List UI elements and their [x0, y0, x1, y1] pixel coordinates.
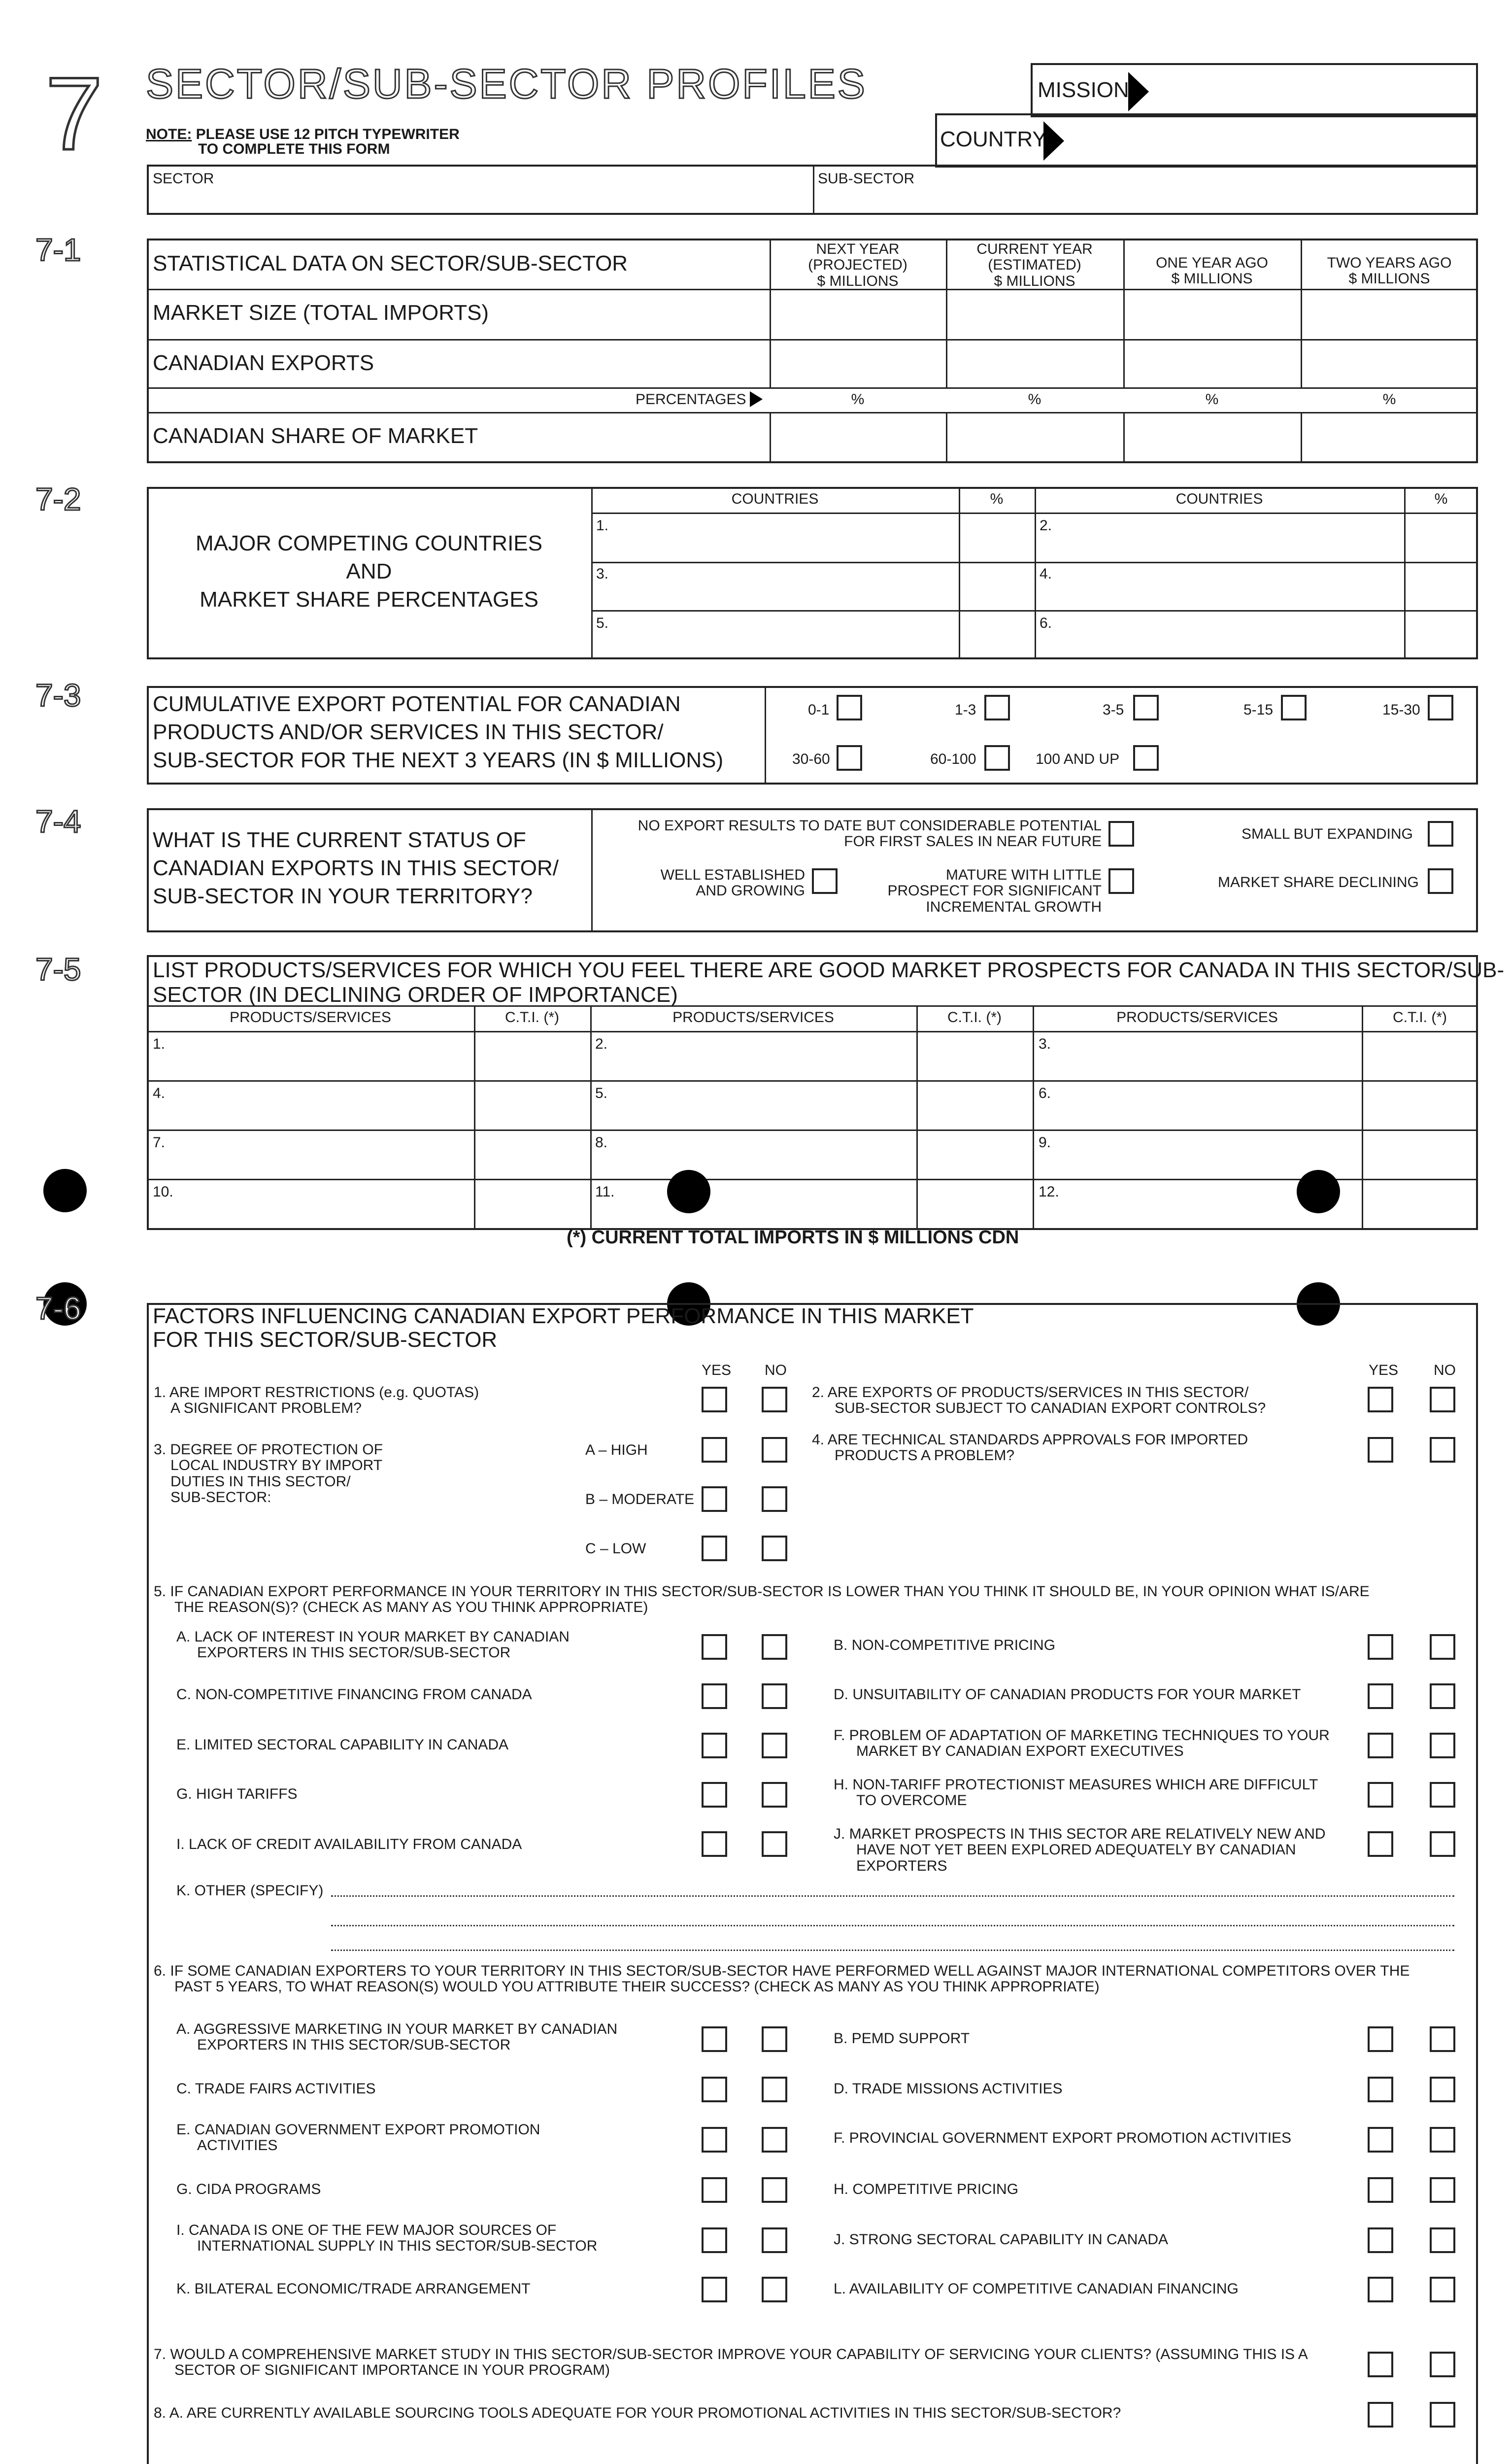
subsector-field-label[interactable]: SUB-SECTOR: [818, 171, 915, 187]
label-line: NO EXPORT RESULTS TO DATE BUT CONSIDERABLE POTENTIAL: [638, 818, 1102, 834]
products-title-line2: SECTOR (IN DECLINING ORDER OF IMPORTANCE): [153, 983, 678, 1007]
label-line: SUB-SECTOR FOR THE NEXT 3 YEARS (IN $ MILLIONS): [153, 748, 724, 773]
col-header-current-year: [946, 241, 1123, 289]
q6i-yes-checkbox[interactable]: [702, 2227, 727, 2253]
option-100-up-checkbox[interactable]: [1133, 745, 1159, 771]
q6-option-k: [176, 2281, 530, 2297]
question-line: SUB-SECTOR:: [170, 1489, 271, 1506]
option-line: B. NON-COMPETITIVE PRICING: [834, 1637, 1056, 1653]
row-line: [591, 562, 1478, 563]
row-line: [147, 339, 1478, 341]
q5a-yes-checkbox[interactable]: [702, 1634, 727, 1660]
option-line: F. PROVINCIAL GOVERNMENT EXPORT PROMOTION ACTIVITIES: [834, 2130, 1292, 2146]
option-1-3-checkbox[interactable]: [984, 695, 1010, 720]
product-row-1[interactable]: 1.: [153, 1036, 166, 1052]
status-well-established-checkbox[interactable]: [812, 868, 838, 894]
q5e-yes-checkbox[interactable]: [702, 1733, 727, 1758]
question-line: 6. IF SOME CANADIAN EXPORTERS TO YOUR TERRITORY IN THIS SECTOR/SUB-SECTOR HAVE PERFORMED WELL AGAINST MAJOR INTERNATIONAL COMPETITORS OVER THE: [154, 1963, 1410, 1979]
export-status-label: [153, 826, 559, 911]
products-header: PRODUCTS/SERVICES: [1116, 1009, 1278, 1026]
question-line: A SIGNIFICANT PROBLEM?: [170, 1400, 362, 1417]
col-header-two-years-ago: [1301, 255, 1478, 287]
cti-footnote: (*) CURRENT TOTAL IMPORTS IN $ MILLIONS CDN: [567, 1227, 1019, 1248]
col-header-line: $ MILLIONS: [817, 273, 899, 289]
q7-yes-checkbox[interactable]: [1368, 2352, 1393, 2377]
option-3-5-checkbox[interactable]: [1133, 695, 1159, 720]
yes-header: YES: [702, 1362, 732, 1378]
statistical-data-title: STATISTICAL DATA ON SECTOR/SUB-SECTOR: [153, 251, 628, 275]
factors-title-line1: FACTORS INFLUENCING CANADIAN EXPORT PERFORMANCE IN THIS MARKET: [153, 1304, 974, 1328]
q5-option-b: [834, 1637, 1055, 1654]
col-line: [1301, 412, 1302, 463]
page-number: 7: [45, 56, 103, 171]
punch-hole: [43, 1169, 87, 1212]
q5-option-e: [176, 1737, 508, 1753]
col-line: [1362, 1005, 1363, 1230]
q5i-yes-checkbox[interactable]: [702, 1831, 727, 1857]
row-line: [147, 1031, 1478, 1032]
option-line: I. LACK OF CREDIT AVAILABILITY FROM CANADA: [176, 1836, 522, 1852]
q6g-yes-checkbox[interactable]: [702, 2177, 727, 2203]
col-line: [590, 1005, 592, 1230]
option-line: F. PROBLEM OF ADAPTATION OF MARKETING TECHNIQUES TO YOUR: [834, 1727, 1330, 1744]
status-no-export-checkbox[interactable]: [1108, 821, 1134, 847]
label-line: AND GROWING: [696, 883, 805, 899]
label-line: MARKET SHARE PERCENTAGES: [200, 587, 538, 612]
percentages-label: PERCENTAGES: [636, 391, 746, 408]
q6-option-g: [176, 2181, 321, 2198]
q5a-no-checkbox[interactable]: [762, 1634, 787, 1660]
question-line: DUTIES IN THIS SECTOR/: [170, 1473, 351, 1490]
label-line: PROSPECT FOR SIGNIFICANT: [887, 883, 1102, 899]
col-header-line: $ MILLIONS: [994, 273, 1075, 289]
status-small-expanding-checkbox[interactable]: [1428, 821, 1453, 847]
section-number-7-6: 7-6: [35, 1291, 81, 1326]
q4-yes-checkbox[interactable]: [1368, 1437, 1393, 1463]
q6-option-h: [834, 2181, 1018, 2198]
q5e-no-checkbox[interactable]: [762, 1733, 787, 1758]
status-declining-label: MARKET SHARE DECLINING: [1218, 874, 1419, 890]
q3-high-no-checkbox[interactable]: [762, 1437, 787, 1463]
col-header-line: NEXT YEAR: [816, 241, 900, 257]
row-line: [147, 1179, 1478, 1180]
q6j-no-checkbox[interactable]: [1430, 2227, 1455, 2253]
option-line: H. NON-TARIFF PROTECTIONIST MEASURES WHICH ARE DIFFICULT: [834, 1777, 1318, 1793]
q3-high-label: A – HIGH: [585, 1442, 648, 1458]
product-row-4[interactable]: 4.: [153, 1085, 166, 1101]
col-line: [1033, 1005, 1034, 1230]
country-row-3[interactable]: 3.: [596, 566, 609, 582]
question-line: PAST 5 YEARS, TO WHAT REASON(S) WOULD YOU ATTRIBUTE THEIR SUCCESS? (CHECK AS MANY AS YOU THINK APPROPRIATE): [174, 1979, 1100, 1995]
section-number-7-3: 7-3: [35, 678, 81, 713]
product-row-10[interactable]: 10.: [153, 1184, 173, 1200]
option-line: HAVE NOT YET BEEN EXPLORED ADEQUATELY BY CANADIAN: [856, 1842, 1296, 1858]
sector-subsector-row: [147, 165, 1478, 215]
mission-label: MISSION: [1038, 78, 1129, 102]
option-line: A. AGGRESSIVE MARKETING IN YOUR MARKET BY CANADIAN: [176, 2021, 618, 2037]
q3-low-yes-checkbox[interactable]: [702, 1536, 727, 1561]
other-specify-line[interactable]: [331, 1895, 1454, 1897]
row-label-market-size: MARKET SIZE (TOTAL IMPORTS): [153, 301, 489, 325]
row-line: [147, 412, 1478, 413]
product-row-8[interactable]: 8.: [595, 1134, 608, 1151]
col-line: [770, 412, 771, 463]
status-no-export-label: [591, 818, 1102, 850]
q5c-yes-checkbox[interactable]: [702, 1683, 727, 1709]
question-line: SUB-SECTOR SUBJECT TO CANADIAN EXPORT CONTROLS?: [835, 1400, 1266, 1417]
col-header-line: $ MILLIONS: [1171, 271, 1253, 287]
question-4: [812, 1432, 1248, 1464]
question-line: 7. WOULD A COMPREHENSIVE MARKET STUDY IN THIS SECTOR/SUB-SECTOR IMPROVE YOUR CAPABILITY OF SERVICING YOUR CLIENTS? (ASSUMING THIS IS A: [154, 2346, 1308, 2362]
status-mature-checkbox[interactable]: [1108, 868, 1134, 894]
q6l-no-checkbox[interactable]: [1430, 2277, 1455, 2302]
product-row-6[interactable]: 6.: [1039, 1085, 1051, 1101]
col-line: [765, 686, 766, 785]
question-line: LOCAL INDUSTRY BY IMPORT: [170, 1457, 383, 1474]
option-30-60-label: 30-60: [792, 751, 830, 767]
q6e-no-checkbox[interactable]: [762, 2127, 787, 2153]
option-line: D. UNSUITABILITY OF CANADIAN PRODUCTS FOR YOUR MARKET: [834, 1686, 1301, 1703]
label-line: MAJOR COMPETING COUNTRIES: [195, 531, 543, 555]
q5c-no-checkbox[interactable]: [762, 1683, 787, 1709]
col-header-next-year: [770, 241, 946, 289]
note-label: NOTE:: [146, 126, 192, 142]
option-line: TO OVERCOME: [856, 1792, 967, 1809]
product-row-5[interactable]: 5.: [595, 1085, 608, 1101]
row-line: [591, 513, 1478, 514]
sector-field-label[interactable]: SECTOR: [153, 171, 214, 187]
country-row-5[interactable]: 5.: [596, 615, 609, 631]
q5b-no-checkbox[interactable]: [1430, 1634, 1455, 1660]
option-line: EXPORTERS IN THIS SECTOR/SUB-SECTOR: [197, 2037, 511, 2053]
option-line: C. NON-COMPETITIVE FINANCING FROM CANADA: [176, 1686, 532, 1703]
q5j-yes-checkbox[interactable]: [1368, 1831, 1393, 1857]
question-line: 5. IF CANADIAN EXPORT PERFORMANCE IN YOUR TERRITORY IN THIS SECTOR/SUB-SECTOR IS LOWER THAN YOU THINK IT SHOULD BE, IN YOUR OPINION WHAT IS/ARE: [154, 1583, 1370, 1600]
q6a-no-checkbox[interactable]: [762, 2026, 787, 2052]
q6-option-c: [176, 2081, 376, 2097]
option-line: C. TRADE FAIRS ACTIVITIES: [176, 2081, 376, 2097]
competing-countries-label: [147, 529, 591, 614]
q1-yes-checkbox[interactable]: [702, 1387, 727, 1412]
q6j-yes-checkbox[interactable]: [1368, 2227, 1393, 2253]
q6f-yes-checkbox[interactable]: [1368, 2127, 1393, 2153]
status-mature-label: [838, 867, 1102, 915]
mission-arrow-icon: [1128, 72, 1149, 111]
col-line: [946, 412, 947, 463]
option-60-100-checkbox[interactable]: [984, 745, 1010, 771]
percent-sign: %: [851, 391, 865, 408]
section-number-7-5: 7-5: [35, 952, 81, 987]
percentages-arrow-icon: [750, 391, 763, 407]
country-arrow-icon: [1043, 121, 1064, 161]
q3-moderate-yes-checkbox[interactable]: [702, 1486, 727, 1512]
q5d-no-checkbox[interactable]: [1430, 1683, 1455, 1709]
question-line: 3. DEGREE OF PROTECTION OF: [154, 1441, 383, 1458]
question-line: 2. ARE EXPORTS OF PRODUCTS/SERVICES IN THIS SECTOR/: [812, 1384, 1249, 1401]
option-line: L. AVAILABILITY OF COMPETITIVE CANADIAN FINANCING: [834, 2281, 1239, 2297]
q6a-yes-checkbox[interactable]: [702, 2026, 727, 2052]
q1-no-checkbox[interactable]: [762, 1387, 787, 1412]
q6g-no-checkbox[interactable]: [762, 2177, 787, 2203]
q5-option-j: [834, 1826, 1326, 1874]
q6h-yes-checkbox[interactable]: [1368, 2177, 1393, 2203]
option-line: EXPORTERS IN THIS SECTOR/SUB-SECTOR: [197, 1644, 511, 1661]
country-row-4[interactable]: 4.: [1040, 566, 1052, 582]
q6-option-a: [176, 2021, 617, 2053]
q6-option-d: [834, 2081, 1063, 2097]
q6b-yes-checkbox[interactable]: [1368, 2026, 1393, 2052]
percent-header: %: [990, 491, 1004, 507]
row-line: [147, 1005, 1478, 1007]
section-number-7-2: 7-2: [35, 481, 81, 517]
option-line: G. CIDA PROGRAMS: [176, 2181, 321, 2197]
punch-hole: [1297, 1170, 1340, 1213]
q6l-yes-checkbox[interactable]: [1368, 2277, 1393, 2302]
q6k-no-checkbox[interactable]: [762, 2277, 787, 2302]
option-line: A. LACK OF INTEREST IN YOUR MARKET BY CANADIAN: [176, 1629, 570, 1645]
q3-low-no-checkbox[interactable]: [762, 1536, 787, 1561]
product-row-9[interactable]: 9.: [1039, 1134, 1051, 1151]
q5-option-k: K. OTHER (SPECIFY): [176, 1882, 324, 1899]
percent-sign: %: [1382, 391, 1396, 408]
country-row-2[interactable]: 2.: [1040, 517, 1052, 534]
option-line: J. STRONG SECTORAL CAPABILITY IN CANADA: [834, 2231, 1169, 2248]
option-line: G. HIGH TARIFFS: [176, 1786, 298, 1802]
q5f-no-checkbox[interactable]: [1430, 1733, 1455, 1758]
label-line: INCREMENTAL GROWTH: [926, 898, 1102, 915]
option-0-1-label: 0-1: [808, 702, 830, 718]
export-potential-label: [153, 690, 723, 775]
option-line: D. TRADE MISSIONS ACTIVITIES: [834, 2081, 1063, 2097]
q5-option-a: [176, 1629, 570, 1661]
q5-option-c: [176, 1686, 532, 1703]
option-line: ACTIVITIES: [197, 2137, 278, 2154]
option-60-100-label: 60-100: [930, 751, 976, 767]
no-header: NO: [765, 1362, 787, 1378]
col-header-line: (ESTIMATED): [988, 257, 1081, 274]
label-line: WHAT IS THE CURRENT STATUS OF: [153, 828, 526, 852]
row-line: [591, 610, 1478, 612]
sector-divider: [813, 165, 814, 215]
col-header-line: TWO YEARS AGO: [1327, 255, 1452, 271]
label-line: WELL ESTABLISHED: [660, 867, 805, 883]
q5h-no-checkbox[interactable]: [1430, 1782, 1455, 1808]
q6-option-f: [834, 2130, 1291, 2147]
option-5-15-label: 5-15: [1243, 702, 1274, 718]
question-line: PRODUCTS A PROBLEM?: [835, 1447, 1015, 1464]
product-row-7[interactable]: 7.: [153, 1134, 166, 1151]
question-line: 4. ARE TECHNICAL STANDARDS APPROVALS FOR IMPORTED: [812, 1432, 1248, 1448]
punch-hole: [667, 1170, 710, 1213]
product-row-3[interactable]: 3.: [1039, 1036, 1051, 1052]
option-line: INTERNATIONAL SUPPLY IN THIS SECTOR/SUB-SECTOR: [197, 2238, 598, 2255]
option-line: MARKET BY CANADIAN EXPORT EXECUTIVES: [856, 1743, 1184, 1760]
q3-moderate-label: B – MODERATE: [585, 1491, 695, 1507]
option-1-3-label: 1-3: [955, 702, 976, 718]
q6d-yes-checkbox[interactable]: [1368, 2077, 1393, 2102]
label-line: AND: [346, 559, 392, 584]
option-100-up-label: 100 AND UP: [1036, 751, 1120, 767]
q6h-no-checkbox[interactable]: [1430, 2177, 1455, 2203]
q8a-no-checkbox[interactable]: [1430, 2402, 1455, 2428]
countries-header: COUNTRIES: [731, 491, 819, 507]
question-8a: 8. A. ARE CURRENTLY AVAILABLE SOURCING TOOLS ADEQUATE FOR YOUR PROMOTIONAL ACTIVITIES IN THIS SECTOR/SUB-SECTOR?: [154, 2405, 1121, 2421]
col-header-line: $ MILLIONS: [1348, 271, 1430, 287]
cti-header: C.T.I. (*): [505, 1009, 559, 1026]
q6-option-j: [834, 2231, 1168, 2248]
q5b-yes-checkbox[interactable]: [1368, 1634, 1393, 1660]
q6e-yes-checkbox[interactable]: [702, 2127, 727, 2153]
note-line2: TO COMPLETE THIS FORM: [198, 141, 390, 157]
q5-option-d: [834, 1686, 1301, 1703]
col-line: [916, 1005, 918, 1230]
row-line: [147, 387, 1478, 389]
q2-no-checkbox[interactable]: [1430, 1387, 1455, 1412]
q7-no-checkbox[interactable]: [1430, 2352, 1455, 2377]
section-number-7-4: 7-4: [35, 804, 81, 839]
country-row-6[interactable]: 6.: [1040, 615, 1052, 631]
label-line: CUMULATIVE EXPORT POTENTIAL FOR CANADIAN: [153, 692, 681, 716]
factors-title-line2: FOR THIS SECTOR/SUB-SECTOR: [153, 1328, 498, 1352]
option-line: J. MARKET PROSPECTS IN THIS SECTOR ARE RELATIVELY NEW AND: [834, 1826, 1326, 1842]
products-title-line1: LIST PRODUCTS/SERVICES FOR WHICH YOU FEEL THERE ARE GOOD MARKET PROSPECTS FOR CANADA IN THIS SECTOR/SUB-: [153, 958, 1505, 982]
cti-header: C.T.I. (*): [947, 1009, 1002, 1026]
section-number-7-1: 7-1: [35, 232, 81, 268]
question-2: [812, 1385, 1266, 1417]
q4-no-checkbox[interactable]: [1430, 1437, 1455, 1463]
row-label-canadian-share: CANADIAN SHARE OF MARKET: [153, 424, 478, 448]
question-line: THE REASON(S)? (CHECK AS MANY AS YOU THINK APPROPRIATE): [174, 1599, 648, 1616]
q3-low-label: C – LOW: [585, 1540, 646, 1557]
option-line: E. CANADIAN GOVERNMENT EXPORT PROMOTION: [176, 2122, 540, 2138]
q5d-yes-checkbox[interactable]: [1368, 1683, 1393, 1709]
label-line: FOR FIRST SALES IN NEAR FUTURE: [844, 833, 1102, 850]
q6b-no-checkbox[interactable]: [1430, 2026, 1455, 2052]
option-line: B. PEMD SUPPORT: [834, 2030, 970, 2047]
products-header: PRODUCTS/SERVICES: [672, 1009, 834, 1026]
option-line: H. COMPETITIVE PRICING: [834, 2181, 1019, 2197]
label-line: CANADIAN EXPORTS IN THIS SECTOR/: [153, 856, 559, 881]
q6-option-i: [176, 2223, 597, 2255]
question-1: [154, 1385, 479, 1417]
q6-option-e: [176, 2122, 540, 2154]
product-row-2[interactable]: 2.: [595, 1036, 608, 1052]
product-row-11[interactable]: 11.: [595, 1184, 615, 1200]
q5-option-h: [834, 1777, 1318, 1809]
option-0-1-checkbox[interactable]: [837, 695, 862, 720]
row-label-canadian-exports: CANADIAN EXPORTS: [153, 351, 374, 375]
no-header: NO: [1434, 1362, 1456, 1378]
q3-moderate-no-checkbox[interactable]: [762, 1486, 787, 1512]
country-label: COUNTRY: [940, 127, 1047, 151]
countries-header: COUNTRIES: [1175, 491, 1263, 507]
q6-option-l: [834, 2281, 1239, 2297]
q6c-yes-checkbox[interactable]: [702, 2077, 727, 2102]
yes-header: YES: [1369, 1362, 1399, 1378]
label-line: PRODUCTS AND/OR SERVICES IN THIS SECTOR/: [153, 720, 664, 745]
q5g-yes-checkbox[interactable]: [702, 1782, 727, 1808]
question-5: [154, 1584, 1370, 1616]
option-15-30-label: 15-30: [1382, 702, 1420, 718]
col-header-line: CURRENT YEAR: [976, 241, 1093, 257]
q5-option-g: [176, 1786, 298, 1803]
note-line1: PLEASE USE 12 PITCH TYPEWRITER: [196, 126, 460, 142]
col-line: [1123, 412, 1125, 463]
other-specify-line[interactable]: [331, 1925, 1454, 1926]
product-row-12[interactable]: 12.: [1039, 1184, 1059, 1200]
q5-option-f: [834, 1728, 1330, 1760]
row-line: [147, 1129, 1478, 1131]
q6k-yes-checkbox[interactable]: [702, 2277, 727, 2302]
country-row-1[interactable]: 1.: [596, 517, 609, 534]
col-header-line: (PROJECTED): [808, 257, 907, 274]
page-title: SECTOR/SUB-SECTOR PROFILES: [146, 61, 867, 107]
question-3: [154, 1442, 383, 1506]
col-line: [474, 1005, 475, 1230]
status-well-established-label: [591, 867, 805, 899]
status-declining-checkbox[interactable]: [1428, 868, 1453, 894]
row-line: [147, 1080, 1478, 1082]
option-line: E. LIMITED SECTORAL CAPABILITY IN CANADA: [176, 1737, 509, 1753]
q5h-yes-checkbox[interactable]: [1368, 1782, 1393, 1808]
question-line: SECTOR OF SIGNIFICANT IMPORTANCE IN YOUR PROGRAM): [174, 2362, 610, 2379]
q2-yes-checkbox[interactable]: [1368, 1387, 1393, 1412]
products-header: PRODUCTS/SERVICES: [230, 1009, 391, 1026]
q5i-no-checkbox[interactable]: [762, 1831, 787, 1857]
q5j-no-checkbox[interactable]: [1430, 1831, 1455, 1857]
question-7: [154, 2347, 1308, 2379]
q6d-no-checkbox[interactable]: [1430, 2077, 1455, 2102]
col-header-line: ONE YEAR AGO: [1156, 255, 1268, 271]
option-15-30-checkbox[interactable]: [1428, 695, 1453, 720]
label-line: SUB-SECTOR IN YOUR TERRITORY?: [153, 884, 533, 909]
option-line: K. BILATERAL ECONOMIC/TRADE ARRANGEMENT: [176, 2281, 531, 2297]
status-small-expanding-label: SMALL BUT EXPANDING: [1242, 826, 1413, 842]
percent-header: %: [1434, 491, 1448, 507]
other-specify-line[interactable]: [331, 1950, 1454, 1951]
percent-sign: %: [1028, 391, 1041, 408]
option-30-60-checkbox[interactable]: [837, 745, 862, 771]
q3-high-yes-checkbox[interactable]: [702, 1437, 727, 1463]
col-header-one-year-ago: [1123, 255, 1301, 287]
question-6: [154, 1963, 1410, 1995]
q5g-no-checkbox[interactable]: [762, 1782, 787, 1808]
q5-option-i: [176, 1836, 522, 1853]
option-line: I. CANADA IS ONE OF THE FEW MAJOR SOURCES OF: [176, 2222, 557, 2238]
q6-option-b: [834, 2030, 970, 2047]
option-3-5-label: 3-5: [1103, 702, 1124, 718]
q5f-yes-checkbox[interactable]: [1368, 1733, 1393, 1758]
question-line: 1. ARE IMPORT RESTRICTIONS (e.g. QUOTAS): [154, 1384, 479, 1401]
q6c-no-checkbox[interactable]: [762, 2077, 787, 2102]
option-line: EXPORTERS: [856, 1857, 947, 1874]
percent-sign: %: [1205, 391, 1219, 408]
q6f-no-checkbox[interactable]: [1430, 2127, 1455, 2153]
option-5-15-checkbox[interactable]: [1281, 695, 1307, 720]
q6i-no-checkbox[interactable]: [762, 2227, 787, 2253]
label-line: MATURE WITH LITTLE: [945, 867, 1102, 883]
q8a-yes-checkbox[interactable]: [1368, 2402, 1393, 2428]
cti-header: C.T.I. (*): [1393, 1009, 1447, 1026]
